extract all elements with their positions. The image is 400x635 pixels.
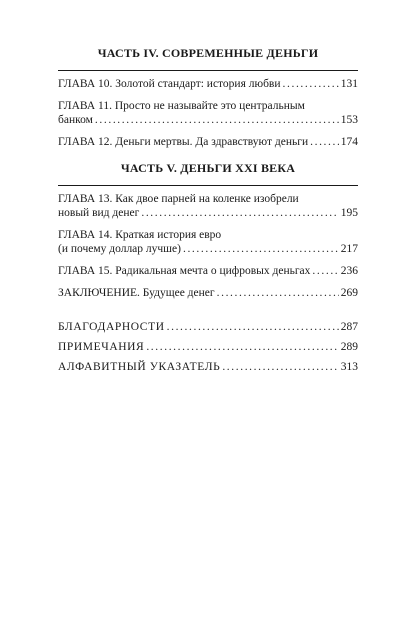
entry-title: БЛАГОДАРНОСТИ [58,321,165,333]
toc-entry [58,320,358,334]
entry-title-continued: новый вид денег [58,207,140,219]
page-number: 131 [340,78,358,90]
dot-leader [310,135,339,149]
dot-leader [283,77,339,91]
toc-entry [58,340,358,354]
toc-entry [58,264,358,278]
entry-title: ГЛАВА 13. Как двое парней на коленке изобрели [58,193,299,205]
dot-leader [141,206,338,220]
dot-leader [95,113,339,127]
dot-leader [167,320,339,334]
page-number: 153 [340,114,358,126]
page-number: 174 [340,136,358,148]
dot-leader [222,360,338,374]
entry-title: АЛФАВИТНЫЙ УКАЗАТЕЛЬ [58,361,221,373]
page-number: 287 [340,321,358,333]
toc-entry [58,192,358,220]
dot-leader [312,264,338,278]
entry-title: ГЛАВА 11. Просто не называйте это центральным [58,100,305,112]
entry-title: ГЛАВА 15. Радикальная мечта о цифровых деньгах [58,265,311,277]
toc-entry [58,77,358,91]
entry-title: ГЛАВА 12. Деньги мертвы. Да здравствуют деньги [58,136,309,148]
toc-entry [58,99,358,127]
entry-title: ПРИМЕЧАНИЯ [58,341,145,353]
toc-entry [58,228,358,256]
dot-leader [183,242,339,256]
page-number: 217 [340,243,358,255]
entry-title-continued: банком [58,114,93,126]
entry-title-continued: (и почему доллар лучше) [58,243,181,255]
entry-title: ГЛАВА 14. Краткая история евро [58,229,222,241]
page-number: 195 [340,207,358,219]
page-number: 236 [340,265,358,277]
toc-entry [58,135,358,149]
page-number: 313 [340,361,358,373]
dot-leader [146,340,338,354]
page-number: 289 [340,341,358,353]
divider [58,70,358,71]
toc-entry [58,360,358,374]
dot-leader [217,286,339,300]
part-title: ЧАСТЬ V. ДЕНЬГИ XXI ВЕКА [120,161,296,175]
table-of-contents [58,46,358,380]
divider [58,185,358,186]
part-title: ЧАСТЬ IV. СОВРЕМЕННЫЕ ДЕНЬГИ [97,46,319,60]
page-number: 269 [340,287,358,299]
entry-title: ГЛАВА 10. Золотой стандарт: история любви [58,78,281,90]
entry-title: ЗАКЛЮЧЕНИЕ. Будущее денег [58,287,215,299]
toc-entry [58,286,358,300]
